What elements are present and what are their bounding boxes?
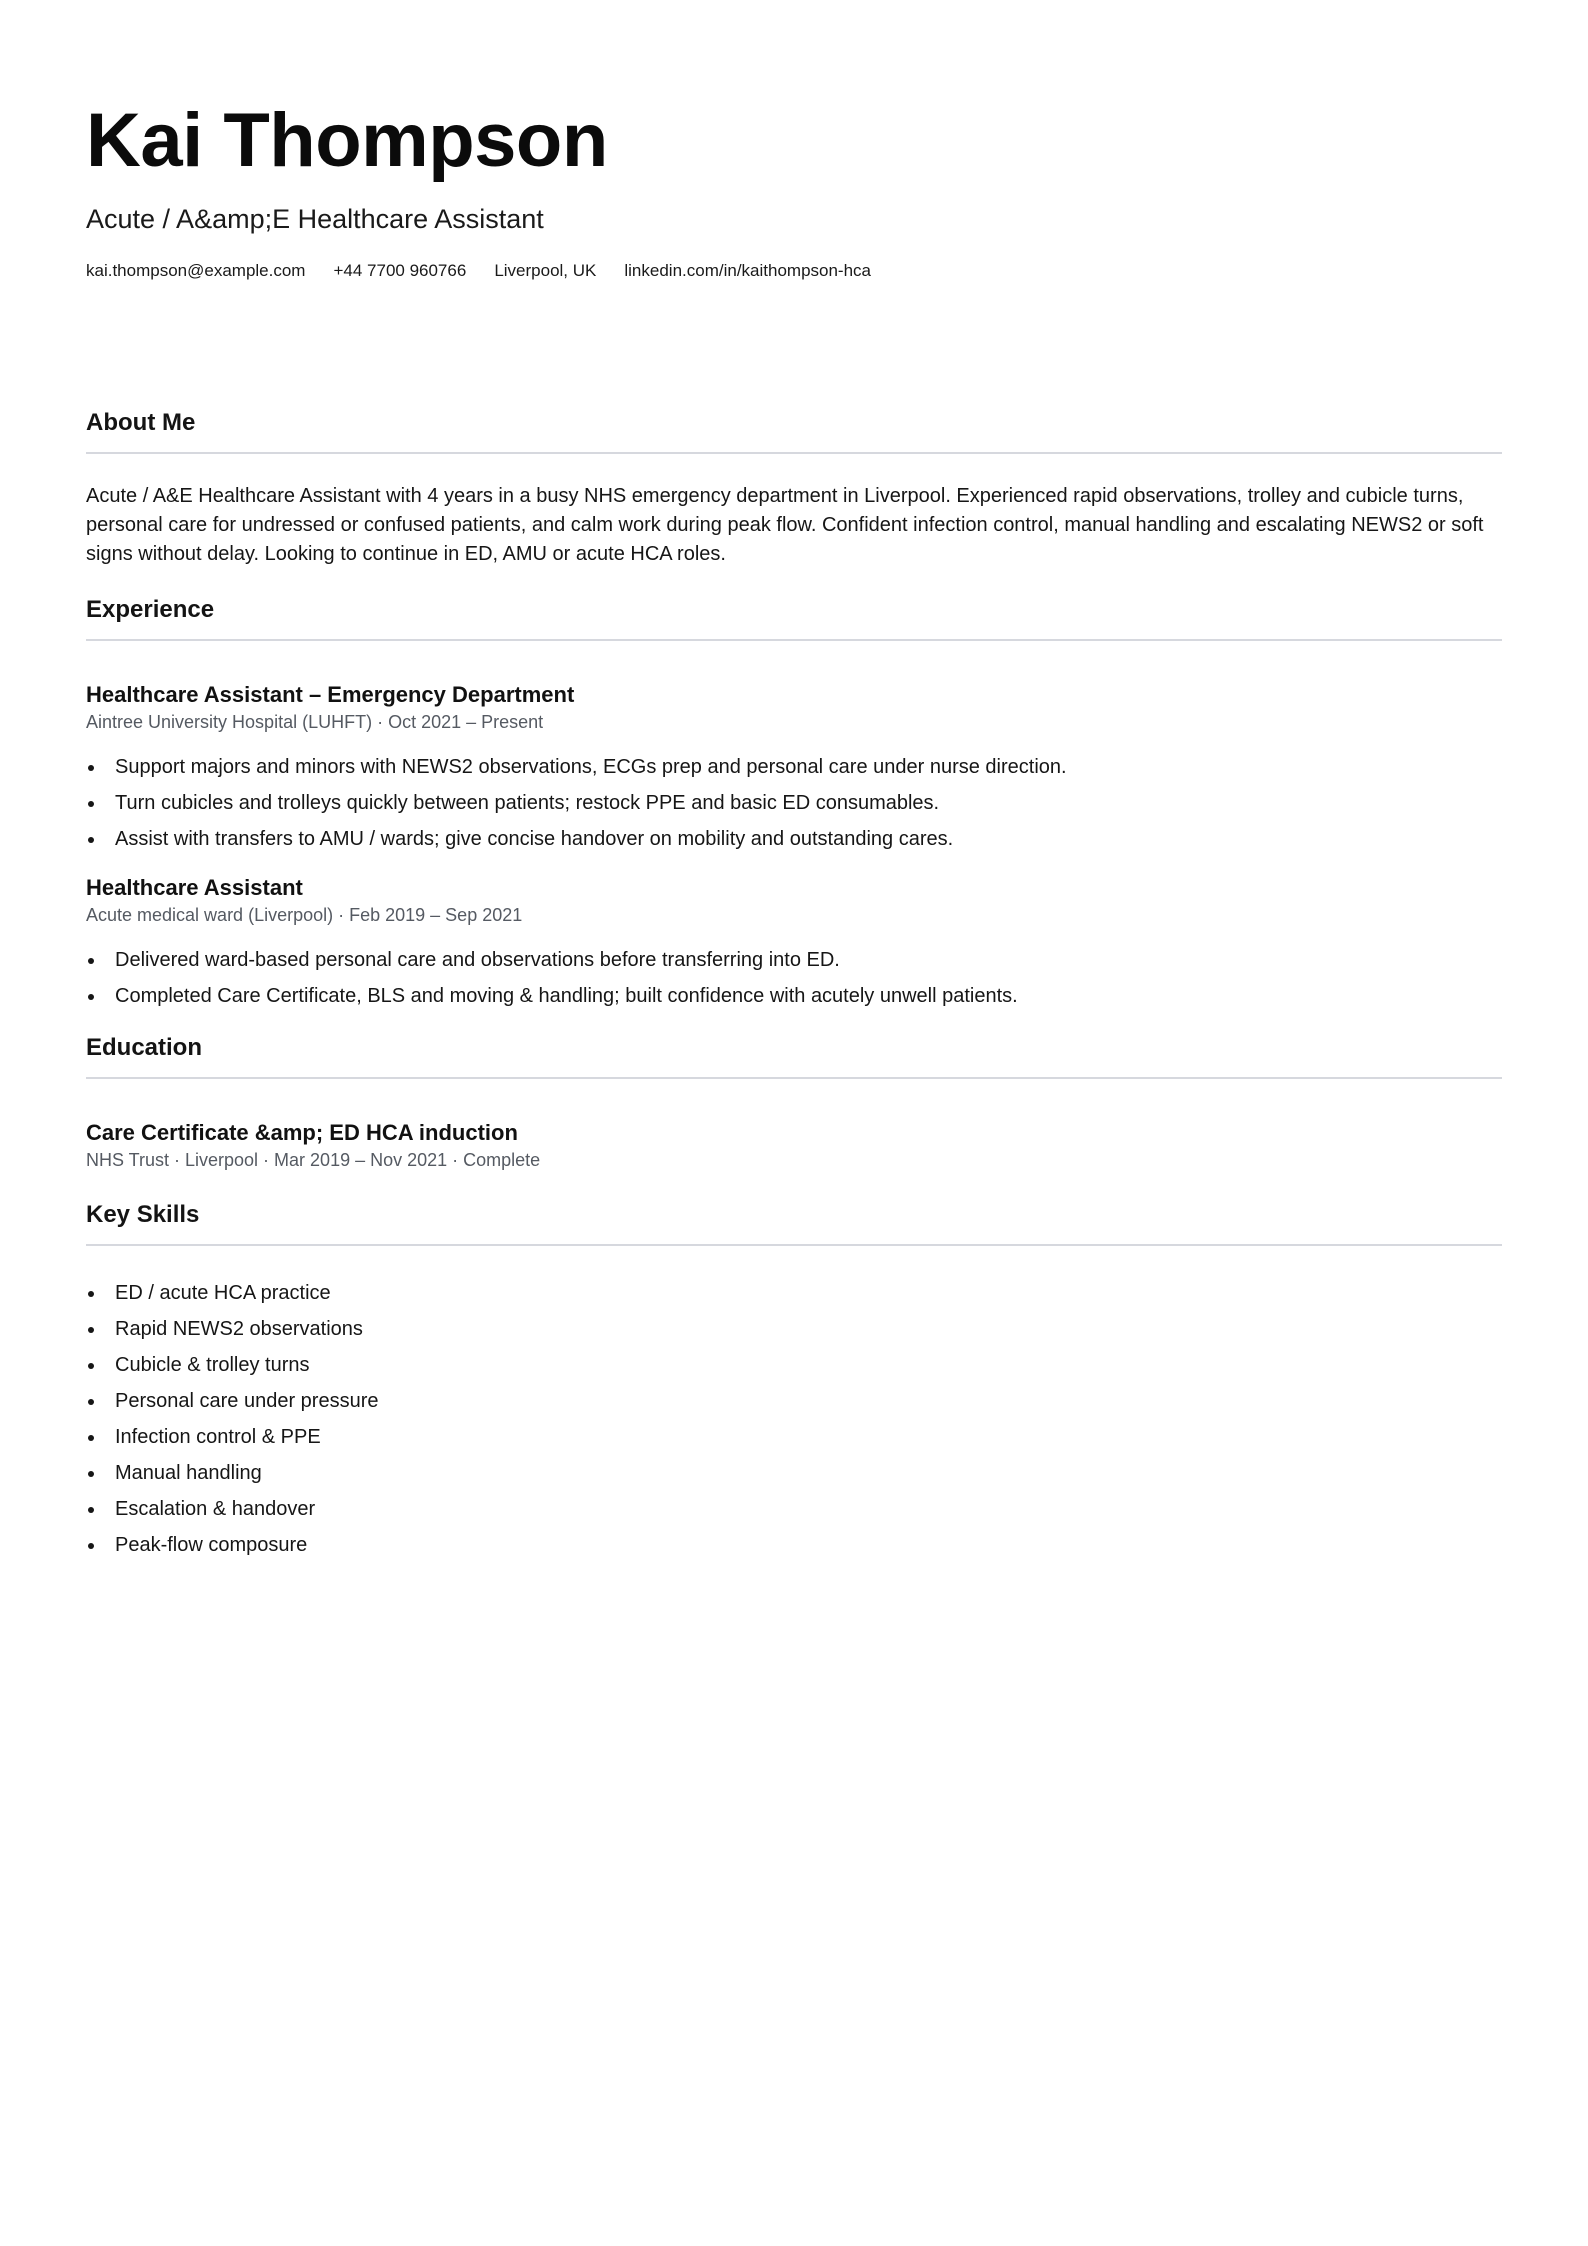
skill-item: ED / acute HCA practice — [86, 1280, 1502, 1306]
contact-line — [86, 260, 1502, 282]
contact-phone: +44 7700 960766 — [333, 261, 467, 280]
contact-location: Liverpool, UK — [494, 261, 597, 280]
job-title: Healthcare Assistant – Emergency Department — [86, 682, 575, 707]
experience-section — [86, 595, 1502, 1009]
education-title: Care Certificate &amp; ED HCA induction — [86, 1120, 518, 1145]
skill-item: Infection control & PPE — [86, 1424, 1502, 1450]
job-bullets — [86, 754, 1502, 852]
skill-item: Peak-flow composure — [86, 1532, 1502, 1558]
job-bullet: Completed Care Certificate, BLS and moving & handling; built confidence with acutely unwell patients. — [86, 983, 1502, 1009]
job-entry — [86, 874, 1502, 1009]
section-title-experience: Experience — [86, 596, 215, 623]
job-bullet: Delivered ward-based personal care and observations before transferring into ED. — [86, 947, 1502, 973]
section-title-about: About Me — [86, 409, 196, 436]
section-divider — [86, 1077, 1502, 1079]
resume-header — [86, 98, 1502, 282]
skill-item: Rapid NEWS2 observations — [86, 1316, 1502, 1342]
about-section — [86, 408, 1502, 569]
candidate-name: Kai Thompson — [86, 98, 608, 183]
education-section — [86, 1033, 1502, 1172]
skill-item: Personal care under pressure — [86, 1388, 1502, 1414]
job-bullet: Turn cubicles and trolleys quickly between patients; restock PPE and basic ED consumables. — [86, 790, 1502, 816]
section-title-education: Education — [86, 1034, 203, 1061]
section-title-skills: Key Skills — [86, 1201, 200, 1228]
section-divider — [86, 639, 1502, 641]
skill-item: Escalation & handover — [86, 1496, 1502, 1522]
job-meta: Acute medical ward (Liverpool) · Feb 2019 – Sep 2021 — [86, 905, 523, 925]
job-meta: Aintree University Hospital (LUHFT) · Oct 2021 – Present — [86, 712, 544, 732]
skill-item: Manual handling — [86, 1460, 1502, 1486]
education-meta: NHS Trust · Liverpool · Mar 2019 – Nov 2021 · Complete — [86, 1150, 541, 1170]
candidate-headline: Acute / A&amp;E Healthcare Assistant — [86, 204, 544, 234]
job-bullet: Support majors and minors with NEWS2 observations, ECGs prep and personal care under nurse direction. — [86, 754, 1502, 780]
section-divider — [86, 1244, 1502, 1246]
skills-section — [86, 1200, 1502, 1558]
skill-item: Cubicle & trolley turns — [86, 1352, 1502, 1378]
skills-list — [86, 1280, 1502, 1558]
job-bullet: Assist with transfers to AMU / wards; give concise handover on mobility and outstanding cares. — [86, 826, 1502, 852]
contact-linkedin: linkedin.com/in/kaithompson-hca — [624, 261, 871, 280]
education-entry — [86, 1119, 1502, 1172]
about-text: Acute / A&E Healthcare Assistant with 4 years in a busy NHS emergency department in Liverpool. Experienced rapid observations, trolley and cubicle turns, personal care for undressed or confused patients, and calm work during peak flow. Confident infection control, manual handling and escalating NEWS2 or soft signs without delay. Looking to continue in ED, AMU or acute HCA roles. — [86, 485, 1484, 565]
job-entry — [86, 681, 1502, 852]
job-title: Healthcare Assistant — [86, 875, 303, 900]
contact-email: kai.thompson@example.com — [86, 261, 306, 280]
section-divider — [86, 452, 1502, 454]
job-bullets — [86, 947, 1502, 1009]
